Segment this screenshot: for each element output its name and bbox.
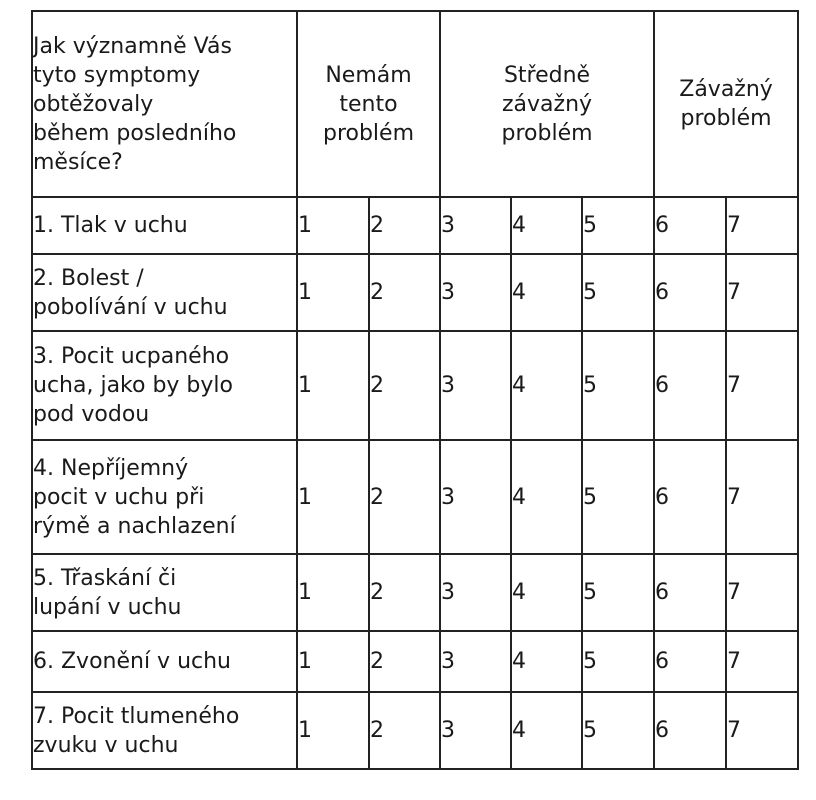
symptom-label: 5. Třaskání či lupání v uchu: [32, 554, 297, 631]
scale-cell: 3: [440, 554, 511, 631]
scale-cell: 7: [726, 331, 798, 440]
scale-cell: 5: [582, 331, 654, 440]
scale-cell: 2: [369, 440, 440, 554]
scale-cell: 5: [582, 254, 654, 331]
table-row: [32, 197, 798, 254]
group-header-moderate-problem: Středně závažný problém: [440, 11, 654, 197]
scale-cell: 4: [511, 331, 582, 440]
question-header: Jak významně Vás tyto symptomy obtěžovaly během posledního měsíce?: [32, 11, 297, 197]
scale-cell: 3: [440, 692, 511, 769]
group-header-no-problem: Nemám tento problém: [297, 11, 440, 197]
table-row: [32, 331, 798, 440]
scale-cell: 1: [297, 331, 369, 440]
scale-cell: 5: [582, 554, 654, 631]
scale-cell: 7: [726, 631, 798, 692]
scale-cell: 5: [582, 440, 654, 554]
symptom-label: 1. Tlak v uchu: [32, 197, 297, 254]
scale-cell: 6: [654, 331, 726, 440]
scale-cell: 6: [654, 692, 726, 769]
group-header-severe-problem: Závažný problém: [654, 11, 798, 197]
scale-cell: 7: [726, 554, 798, 631]
table-row: [32, 440, 798, 554]
scale-cell: 1: [297, 692, 369, 769]
scale-cell: 4: [511, 197, 582, 254]
scale-cell: 2: [369, 692, 440, 769]
table-row: [32, 554, 798, 631]
scale-cell: 4: [511, 440, 582, 554]
scale-cell: 2: [369, 197, 440, 254]
symptom-label: 3. Pocit ucpaného ucha, jako by bylo pod vodou: [32, 331, 297, 440]
scale-cell: 7: [726, 197, 798, 254]
symptom-label: 7. Pocit tlumeného zvuku v uchu: [32, 692, 297, 769]
scale-cell: 6: [654, 254, 726, 331]
scale-cell: 3: [440, 440, 511, 554]
scale-cell: 3: [440, 254, 511, 331]
table-row: [32, 692, 798, 769]
scale-cell: 1: [297, 554, 369, 631]
header-row: [32, 11, 798, 197]
scale-cell: 2: [369, 554, 440, 631]
scale-cell: 3: [440, 631, 511, 692]
scale-cell: 5: [582, 631, 654, 692]
scale-cell: 1: [297, 440, 369, 554]
symptom-label: 4. Nepříjemný pocit v uchu při rýmě a nachlazení: [32, 440, 297, 554]
scale-cell: 3: [440, 331, 511, 440]
scale-cell: 2: [369, 631, 440, 692]
symptom-label: 6. Zvonění v uchu: [32, 631, 297, 692]
scale-cell: 5: [582, 197, 654, 254]
scale-cell: 1: [297, 254, 369, 331]
scale-cell: 4: [511, 554, 582, 631]
scale-cell: 5: [582, 692, 654, 769]
scale-cell: 4: [511, 692, 582, 769]
table-row: [32, 631, 798, 692]
questionnaire-table: [31, 10, 799, 770]
scale-cell: 7: [726, 254, 798, 331]
scale-cell: 3: [440, 197, 511, 254]
scale-cell: 6: [654, 440, 726, 554]
scale-cell: 6: [654, 554, 726, 631]
symptom-label: 2. Bolest / pobolívání v uchu: [32, 254, 297, 331]
scale-cell: 7: [726, 692, 798, 769]
scale-cell: 4: [511, 254, 582, 331]
scale-cell: 2: [369, 331, 440, 440]
scale-cell: 6: [654, 631, 726, 692]
scale-cell: 4: [511, 631, 582, 692]
scale-cell: 2: [369, 254, 440, 331]
table-row: [32, 254, 798, 331]
scale-cell: 1: [297, 197, 369, 254]
scale-cell: 1: [297, 631, 369, 692]
scale-cell: 7: [726, 440, 798, 554]
scale-cell: 6: [654, 197, 726, 254]
